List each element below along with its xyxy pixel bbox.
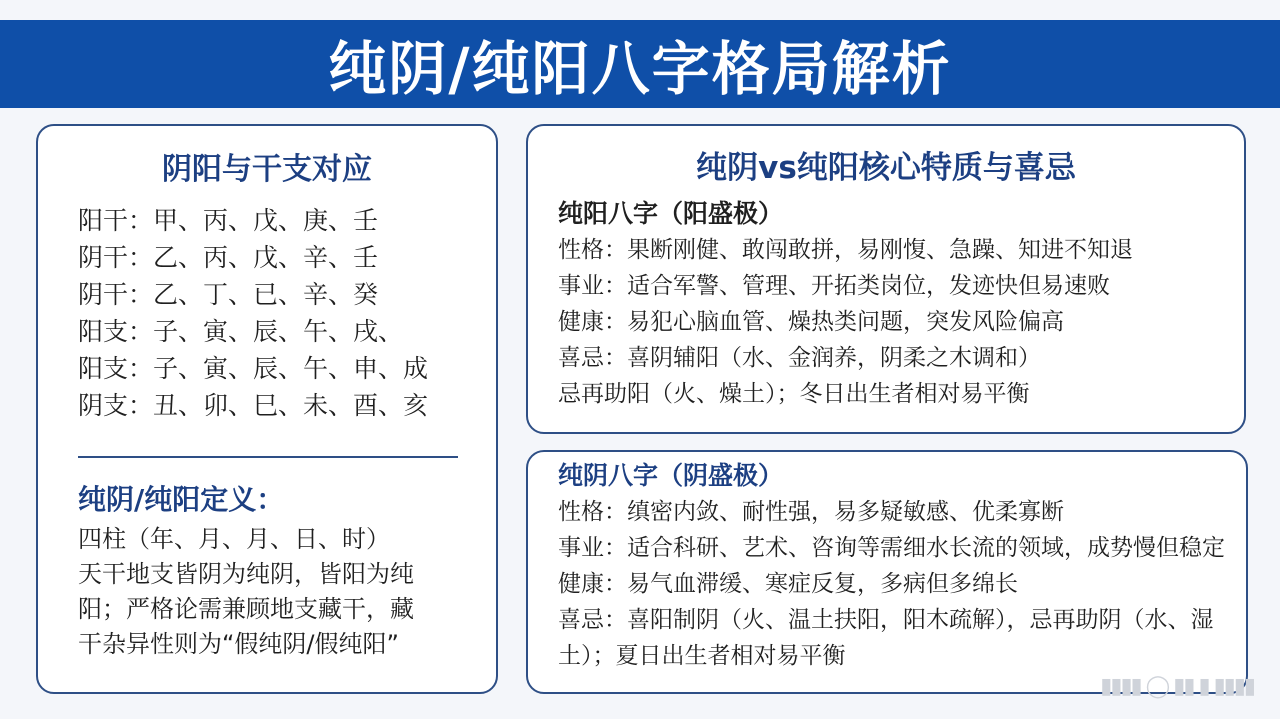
ganzhi-line: 阴支：丑、卯、巳、未、酉、亥 bbox=[78, 391, 429, 420]
ganzhi-heading: 阴阳与干支对应 bbox=[162, 152, 372, 187]
definition-text bbox=[78, 522, 414, 662]
yang-line: 喜忌：喜阴辅阳（水、金润养，阴柔之木调和） bbox=[558, 345, 1041, 371]
yang-section bbox=[558, 196, 1133, 412]
definition-line: 干杂异性则为“假纯阴/假纯阳” bbox=[78, 630, 399, 658]
yin-line: 事业：适合科研、艺术、咨询等需细水长流的领域，成势慢但稳定 bbox=[558, 535, 1225, 561]
section-divider bbox=[78, 456, 458, 458]
yin-line: 土）；夏日出生者相对易平衡 bbox=[558, 643, 846, 669]
ganzhi-line: 阴干：乙、丁、已、辛、癸 bbox=[78, 280, 379, 309]
ganzhi-line: 阳支：子、寅、辰、午、申、成 bbox=[78, 354, 429, 383]
yin-line: 健康：易气血滞缓、寒症反复，多病但多绵长 bbox=[558, 571, 1018, 597]
page-title: 纯阴/纯阳八字格局解析 bbox=[328, 35, 952, 103]
yin-line: 性格：缜密内敛、耐性强，易多疑敏感、优柔寡断 bbox=[558, 499, 1064, 525]
title-banner bbox=[0, 20, 1280, 108]
yin-section bbox=[558, 458, 1225, 674]
ganzhi-line: 阳支：子、寅、辰、午、戌、 bbox=[78, 317, 404, 346]
watermark-mark: ▮▮▮▮ ◯ ▮▮ ▮ ▮▮▮▮ bbox=[1100, 674, 1254, 699]
yin-line: 喜忌：喜阳制阴（火、温土扶阳，阳木疏解），忌再助阴（水、湿 bbox=[558, 607, 1214, 633]
yang-traits-card bbox=[526, 124, 1246, 434]
yang-line: 性格：果断刚健、敢闯敢拼，易刚愎、急躁、知进不知退 bbox=[558, 237, 1133, 263]
yin-traits-card bbox=[526, 450, 1248, 694]
yang-line: 忌再助阳（火、燥土）；冬日出生者相对易平衡 bbox=[558, 381, 1030, 407]
traits-heading: 纯阴vs纯阳核心特质与喜忌 bbox=[696, 150, 1076, 186]
ganzhi-list bbox=[78, 202, 428, 424]
definition-line: 天干地支皆阴为纯阴，皆阳为纯 bbox=[78, 560, 414, 588]
ganzhi-card bbox=[36, 124, 498, 694]
yang-subtitle: 纯阳八字（阳盛极） bbox=[558, 199, 784, 228]
definition-line: 四柱（年、月、月、日、时） bbox=[78, 525, 390, 553]
definition-line: 阳；严格论需兼顾地支藏干，藏 bbox=[78, 595, 414, 623]
yang-line: 健康：易犯心脑血管、燥热类问题，突发风险偏高 bbox=[558, 309, 1064, 335]
definition-title: 纯阴/纯阳定义： bbox=[78, 483, 285, 516]
yang-line: 事业：适合军警、管理、开拓类岗位，发迹快但易速败 bbox=[558, 273, 1110, 299]
ganzhi-line: 阳干：甲、丙、戊、庚、壬 bbox=[78, 206, 379, 235]
ganzhi-line: 阴干：乙、丙、戊、辛、壬 bbox=[78, 243, 379, 272]
yin-subtitle: 纯阴八字（阴盛极） bbox=[558, 461, 784, 490]
